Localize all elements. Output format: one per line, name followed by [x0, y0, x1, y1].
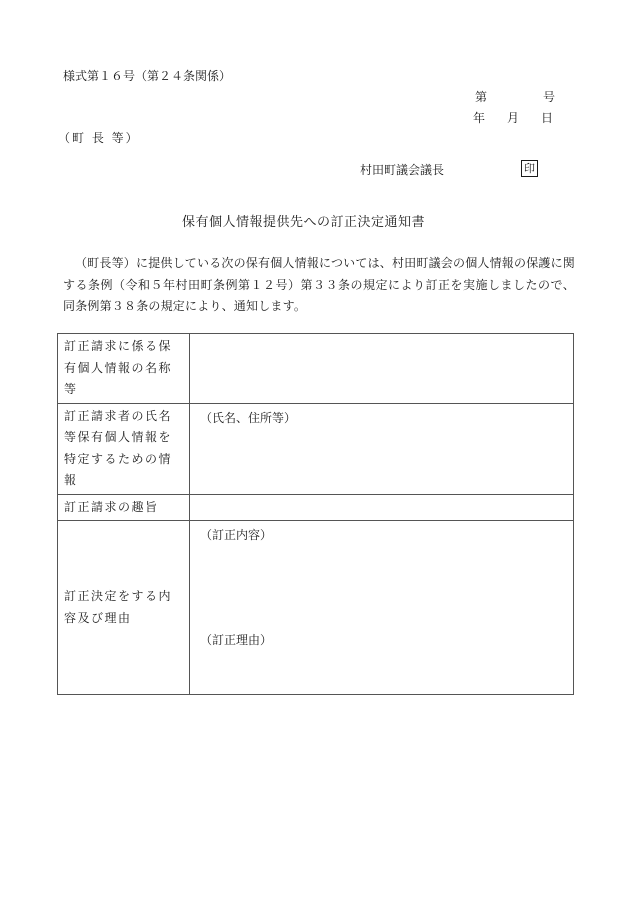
- correction-reason-label: （訂正理由）: [200, 633, 273, 647]
- number-suffix: 号: [542, 90, 555, 104]
- row-label: 訂正請求の趣旨: [58, 494, 190, 521]
- date-year: 年: [473, 111, 486, 125]
- table-row: [58, 334, 574, 404]
- table-row: [58, 403, 574, 494]
- row-value: [190, 494, 574, 521]
- date-line: [473, 109, 553, 126]
- document-number-line: [475, 88, 555, 105]
- document-title: 保有個人情報提供先への訂正決定通知書: [182, 215, 426, 230]
- row-value: （氏名、住所等）: [190, 403, 574, 494]
- row-label: 訂正決定をする内容及び理由: [58, 521, 190, 695]
- seal-mark: 印: [521, 160, 538, 177]
- row-value: [190, 334, 574, 404]
- row-label: 訂正請求者の氏名等保有個人情報を特定するための情報: [58, 403, 190, 494]
- value-container: [200, 525, 573, 694]
- form-number: 様式第１６号（第２４条関係）: [63, 69, 232, 83]
- row-value: [190, 521, 574, 695]
- row-label: 訂正請求に係る保有個人情報の名称等: [58, 334, 190, 404]
- info-table: [57, 333, 574, 695]
- number-prefix: 第: [475, 90, 488, 104]
- date-day: 日: [540, 111, 553, 125]
- sender-name: 村田町議会議長: [360, 163, 445, 177]
- date-month: 月: [506, 111, 519, 125]
- body-paragraph: （町長等）に提供している次の保有個人情報については、村田町議会の個人情報の保護に関する条例（令和５年村田町条例第１２号）第３３条の規定により訂正を実施しましたので、同条例第３８条の規定により、通知します。: [63, 256, 575, 313]
- table-row: [58, 521, 574, 695]
- correction-content-label: （訂正内容）: [200, 528, 273, 542]
- table-row: [58, 494, 574, 521]
- addressee: （町 長 等）: [58, 131, 140, 145]
